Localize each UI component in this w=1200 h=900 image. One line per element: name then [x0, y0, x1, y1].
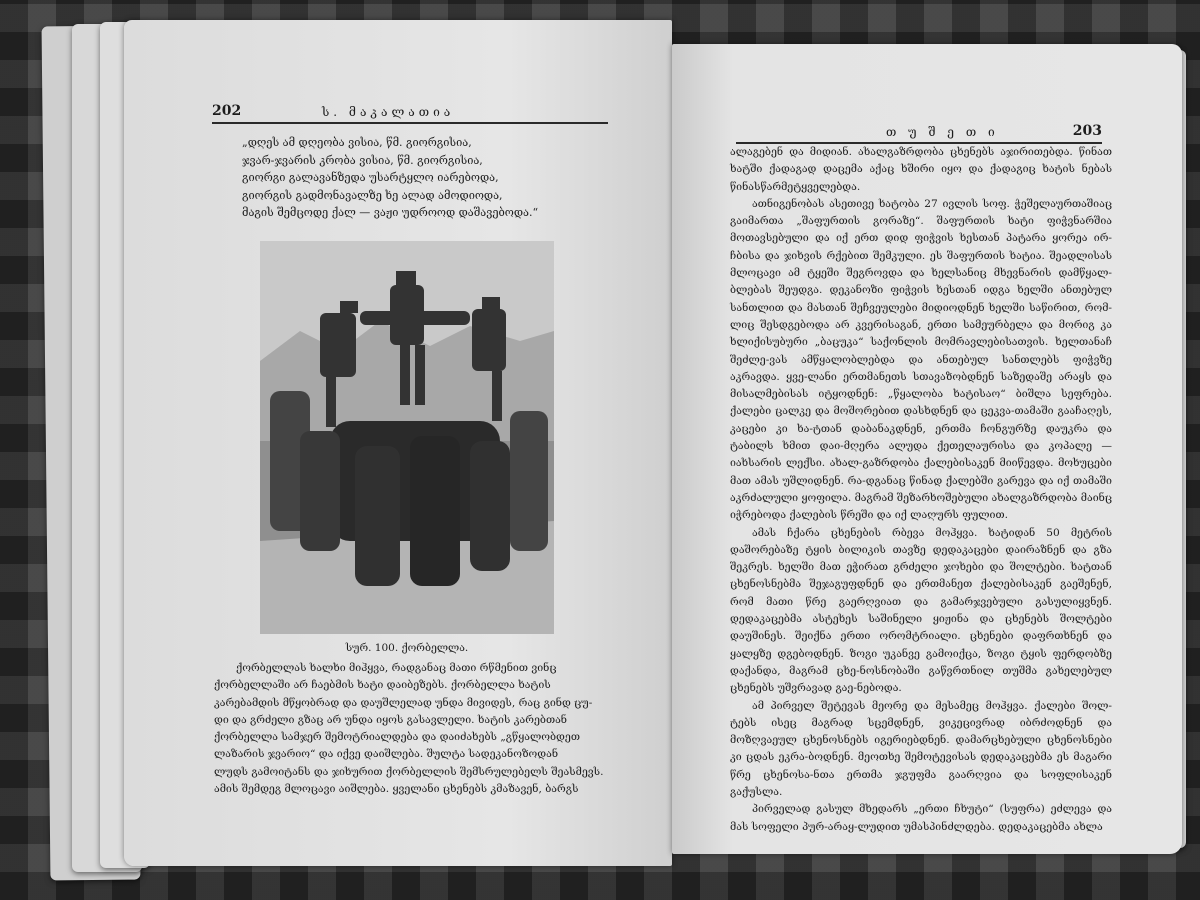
paragraph: ათნიგენობას ასეთივე ხატობა 27 ივლის სოფ. ჭეშელაურთაშიაც გაიმართა „შაფურთის გორაზე“. შაფურთის ხატი ფიჭვნარშია მოთავსებული და იქ ერთ დიდ ფიჭვის ხესთან პატარა ყორეა ირ-ჩბისა და ჯიხვის რქებით შემკული. ეს შაფურთის ხატია. შეადლისას მლოცავი ამ ტყეში შეგროვდა და ხელსანიც მხევნარის დამწყალ-ბლებას შეუდგა. დეკანოზი ფიჭვის ხესთან იდგა ხელში ანთებულ სანთლით და მასთან შეჩვეულები მიდიოდნენ ხელში საწირით, რომ-ლიც შესდგებოდა არ კვერისაგან, ერთი სამეურბელა და მორიგ კა ხლიქისუბური „ბაცუკა“ საქონლის მომრავლებისათვის. ხელთანაჩ შეძლე-ვას ამწყალობლებდა და ანთებულ სანთლებს ფიჭვზე აკრავდა. ყვე-ლანი ერთმანეთს სთავაზობდნენ საზედაშე არაყს და მისალმებისას იტყოდნენ: „წყალობა ხატისაო“ ბიშლა სეფრება. ქალები ცალკე და მოშორებით დასხდნენ და ცეკვა-თამაში გააჩაღეს, კაცები კი ხა-ტთან დაბანაკდნენ, ერთმა ჩონგურზე დაუკრა და ტაბილს ხმით დაი-მღერა ალუდა ქეთელაურისა და კოპალე — იახსარის ლექსი. ახალ-გაზრდობა ქალებისაკენ მიიწევდა. მოხუცები მათ ამას უშლიდნენ. რა-დგანაც წინად ქალებში გარევა და იქ თამაში აკრძალული ყოფილა. მაგრამ შეზარხოშებული ახალგაზრდობა მაინც იჭრებოდა ქალების წრეში და იქ ლაღურს ფულით. — [730, 197, 1112, 522]
poem-line: მაგის შემცოდე ქალ — ვაჟი უდროოდ დაშავებოდა.“ — [242, 206, 539, 219]
body-line: ქორბელლაში არ ჩაებმის ხატი დაიბეზებს. ქორბელლა ხატის — [214, 679, 551, 692]
poem-line: გიორგის გადმონავალზე ხე ალად ამოდიოდა, — [242, 188, 503, 202]
left-running-head: ს. მაკალათია — [322, 105, 455, 119]
right-running-head: თ უ შ ე თ ი — [886, 125, 999, 139]
left-body-text — [214, 660, 632, 798]
right-body-text — [730, 144, 1112, 836]
poem-line: „დღეს ამ დღეობა ვისია, წმ. გიორგისია, — [242, 136, 472, 149]
body-line: დი და გრძელი გზაც არ უნდა იყოს გასავლელი. ხატის კარებთან — [214, 713, 568, 726]
body-line: ქორბელლა სამჯერ შემოტრიალდება და დაიძახებს „გწყალობდეთ — [214, 731, 580, 744]
poem-block — [242, 134, 662, 222]
left-page — [124, 20, 672, 866]
body-line: ლაზარის ჯვარიო“ და იქვე დაიშლება. შულტა სადეკანოზოდან — [214, 748, 559, 761]
right-page-header — [736, 118, 1102, 144]
body-line: ქორბელლას ხალხი მიჰყვა, რადგანაც მათი რწმენით ვინც — [236, 662, 557, 674]
left-page-number: 202 — [212, 103, 242, 119]
paragraph: პირველად გასულ მხედარს „ერთი ჩხუტი“ (სუფრა) ეძლევა და მას სოფელი პურ-არაყ-ლუდით უმასპინძლდება. დედაკაცებმა ახლა — [730, 803, 1112, 833]
right-page-number: 203 — [1072, 123, 1102, 139]
poem-line: ჯვარ-ჯვარის კრობა ვისია, წმ. გიორგისია, — [242, 153, 483, 167]
poem-line: გიორგი გალავანზედა უსარტყლო იარებოდა, — [242, 171, 499, 184]
body-line: ამის შემდეგ მლოცავი აიშლება. ყველანი ცხენებს კმაზავენ, ბარგს — [214, 783, 579, 796]
right-page — [672, 44, 1182, 854]
body-line: კარებამდის მწყობრად და დაუშლელად უნდა მივიდეს, რაც გინდ ცუ- — [214, 696, 593, 709]
paragraph: ამ პირველ შეტევას მეორე და მესამეც მოჰყვა. ქალები შოლ-ტებს ისეც მაგრად სცემდნენ, ვიკეცივრად იბრძოდნენ და მოზღვაეულ ცხენოსნებს იგერიებდნენ. დამარცხებული ცხენოსნები კი ცდას ეკრა-ბოდნენ. მეოთხე შემოტევისას დედაკაცებმა ეს მაგარი წრე ცხენოსა-ნთა ერთმა ჯგუფმა გაარღვია და სოფლისაკენ გაქუსლა. — [730, 699, 1112, 798]
dance-photograph-illustration — [260, 241, 554, 634]
figure-caption: სურ. 100. ქორბელლა. — [345, 642, 469, 654]
left-page-header — [212, 98, 608, 124]
dance-photograph — [260, 241, 554, 634]
body-line: ლუდს გამოიტანს და ჯიხურით ქორბელლის შემსრულებელს შეასმევს. — [214, 765, 604, 778]
paragraph: ალაგებენ და მიდიან. ახალგაზრდობა ცხენებს აჯირითებდა. წინათ ხატში ქადაგად დაცემა აქაც ხშირი იყო და ქადაგიც ხატის ნებას წინასწარმეტყველებდა. — [730, 146, 1112, 193]
paragraph: ამას ჩქარა ცხენების რბევა მოჰყვა. ხატიდან 50 მეტრის დაშორებაზე ტყის ბილიკის თავზე დედაკაცები დაირაზნენ და გზა შეკრეს. ხელში მათ ეჭირათ გრძელი ჯოხები და შოლტები. ხატთან ცხენოსნებმა შეჯაგუფდნენ და ერთმანეთ ქალებისაკენ გაეშენენ, რომ მათი წრე გაერღვიათ და გამარჯვებული გასულიყვნენ. დედაკაცებმა ასტეხეს საშინელი ყიჟინა და ცხენებს შოლტები დაუშინეს. შეიქნა ერთი ორომტრიალი. ცხენები დაფრთხნენ და ყალყზე დგებოდნენ. ზოგი უკანვე გამოიქცა, ზოგი ტყის ფერდობზე დაქანდა, მაგრამ ცხე-ნოსნობაში გაწვრთნილ თუშმა გახელებულ ცხენებს უშვრავად გაე-ნებოდა. — [730, 526, 1112, 695]
